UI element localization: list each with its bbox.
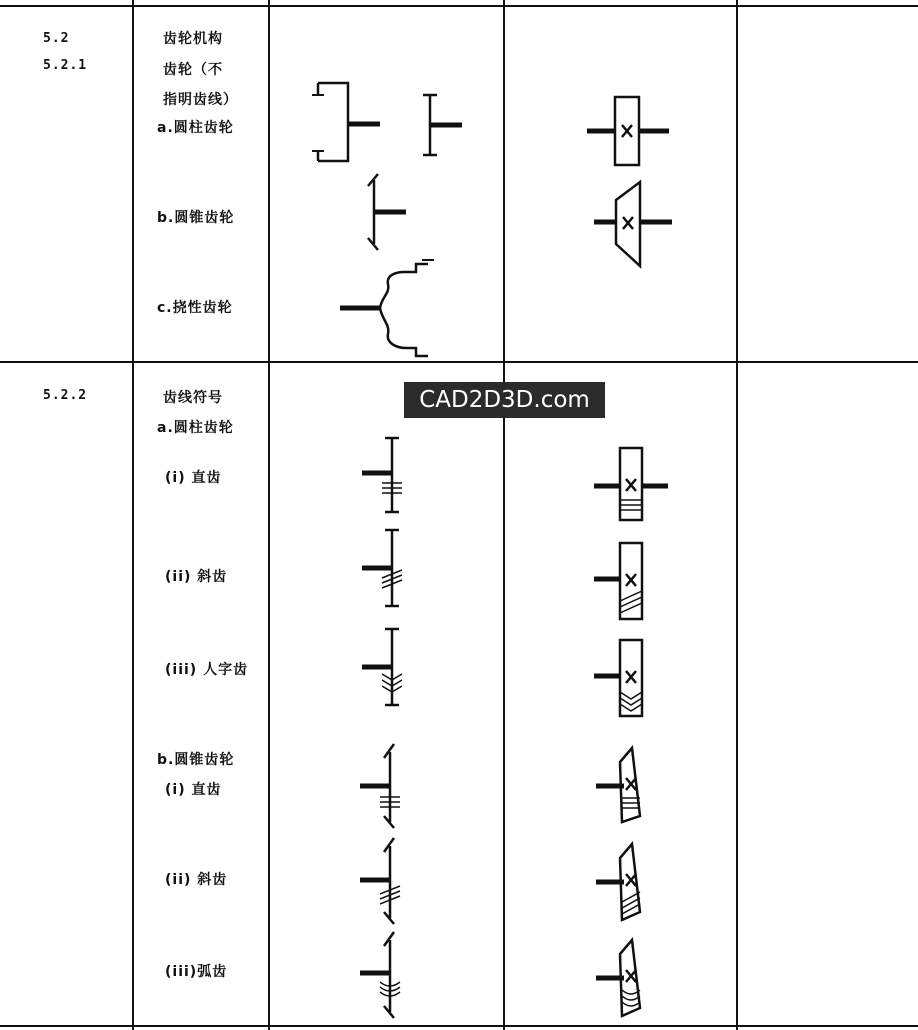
bevel-gear-box-straight-teeth-symbol [594,746,644,824]
item-label: (ii) 斜齿 [165,569,228,585]
item-label: 齿线符号 [163,390,223,406]
gear-box-herringbone-teeth-symbol [592,638,644,718]
bevel-gear-straight-teeth-symbol [358,742,406,830]
section-number: 5.2.1 [43,58,88,73]
item-label: b.圆锥齿轮 [157,752,235,768]
item-label: 齿轮机构 [163,31,223,47]
row-divider-bottom [0,1025,918,1027]
item-label: 指明齿线） [163,92,238,108]
spur-gear-symbol [418,92,463,158]
row-divider-middle [0,361,918,363]
row-divider-top [0,5,918,7]
spur-gear-herringbone-teeth-symbol [360,627,405,707]
item-label: (iii)弧齿 [165,964,228,980]
item-label: c.挠性齿轮 [157,300,233,316]
item-label: (iii) 人字齿 [165,662,249,678]
spur-gear-straight-teeth-symbol [360,436,405,514]
gear-box-straight-teeth-symbol [592,446,670,524]
gear-box-symbol [585,95,670,167]
bevel-gear-box-helical-teeth-symbol [594,842,644,922]
column-divider-3 [503,0,505,1030]
item-label: (i) 直齿 [165,470,222,486]
item-label: 齿轮（不 [163,62,223,78]
bevel-gear-helical-teeth-symbol [358,836,406,926]
item-label: (ii) 斜齿 [165,872,228,888]
flexible-gear-symbol [338,258,436,362]
column-divider-2 [268,0,270,1030]
item-label: a.圆柱齿轮 [157,420,234,436]
spur-gear-helical-teeth-symbol [360,528,405,608]
column-divider-4 [736,0,738,1030]
item-label: b.圆锥齿轮 [157,210,235,226]
bevel-gear-spiral-teeth-symbol [358,930,406,1020]
column-divider-1 [132,0,134,1030]
section-number: 5.2 [43,31,70,46]
section-number: 5.2.2 [43,388,88,403]
item-label: a.圆柱齿轮 [157,120,234,136]
bevel-gear-box-symbol [592,180,674,268]
bevel-gear-symbol [362,172,408,252]
item-label: (i) 直齿 [165,782,222,798]
watermark-badge: CAD2D3D.com [404,382,605,418]
spur-gear-symbol [310,75,380,170]
bevel-gear-box-spiral-teeth-symbol [594,938,644,1018]
gear-box-helical-teeth-symbol [592,541,644,621]
